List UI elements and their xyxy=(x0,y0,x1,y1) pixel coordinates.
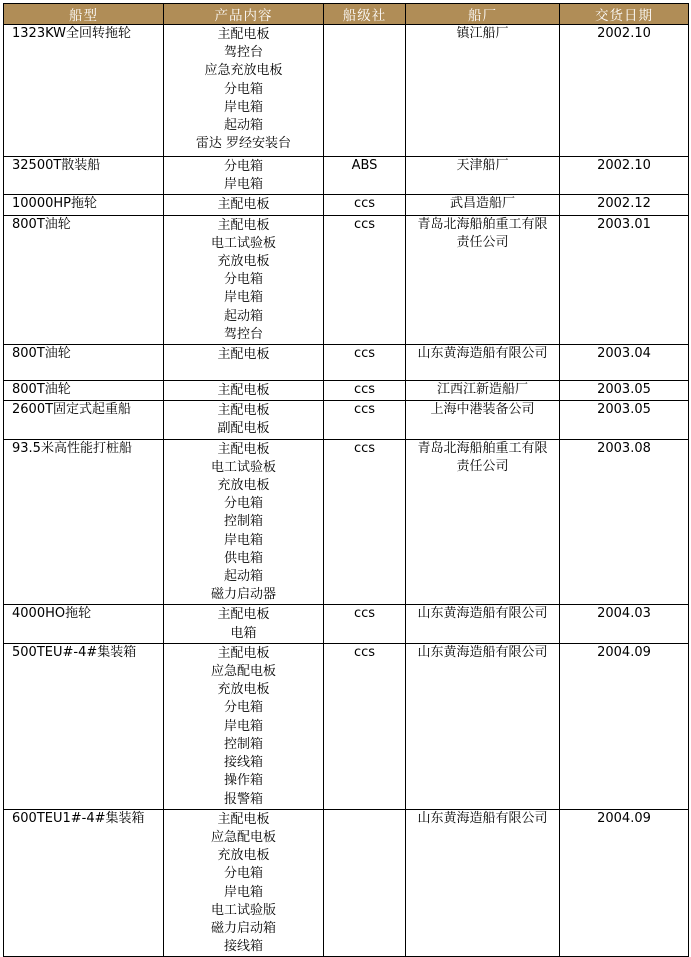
product-item: 操作箱 xyxy=(223,773,263,789)
product-item: 应急配电板 xyxy=(210,664,276,680)
header-products: 产品内容 xyxy=(164,4,324,25)
cell-class-society: ABS xyxy=(324,157,406,195)
cell-ship-type: 600TEU1#-4#集装箱 xyxy=(4,809,164,957)
product-item: 分电箱 xyxy=(223,81,263,97)
cell-products xyxy=(164,643,324,809)
cell-ship-type: 800T油轮 xyxy=(4,381,164,401)
product-item: 岸电箱 xyxy=(223,99,263,115)
cell-products xyxy=(164,195,324,215)
product-item: 充放电板 xyxy=(217,848,270,864)
cell-class-society xyxy=(324,25,406,157)
cell-class-society: ccs xyxy=(324,195,406,215)
product-item: 控制箱 xyxy=(223,736,263,752)
product-item: 主配电板 xyxy=(217,347,270,363)
product-item: 应急充放电板 xyxy=(204,63,283,79)
header-delivery-date: 交货日期 xyxy=(560,4,689,25)
product-item: 主配电板 xyxy=(217,197,270,213)
cell-delivery-date: 2002.10 xyxy=(560,157,689,195)
cell-shipyard: 上海中港装备公司 xyxy=(406,401,560,439)
product-item: 充放电板 xyxy=(217,254,270,270)
product-item: 供电箱 xyxy=(223,550,263,566)
product-item: 分电箱 xyxy=(223,700,263,716)
cell-class-society: ccs xyxy=(324,381,406,401)
product-item: 岸电箱 xyxy=(223,532,263,548)
cell-class-society: ccs xyxy=(324,439,406,605)
cell-delivery-date: 2002.12 xyxy=(560,195,689,215)
product-item: 分电箱 xyxy=(223,159,263,174)
header-class-society: 船级社 xyxy=(324,4,406,25)
cell-shipyard: 武昌造船厂 xyxy=(406,195,560,215)
table-row xyxy=(4,157,689,195)
cell-ship-type: 500TEU#-4#集装箱 xyxy=(4,643,164,809)
product-item: 分电箱 xyxy=(223,866,263,882)
table-row xyxy=(4,381,689,401)
cell-products xyxy=(164,381,324,401)
table-row xyxy=(4,345,689,381)
cell-class-society xyxy=(324,809,406,957)
product-item: 起动箱 xyxy=(223,308,263,324)
cell-products xyxy=(164,25,324,157)
table-body xyxy=(4,25,689,957)
cell-ship-type: 93.5米高性能打桩船 xyxy=(4,439,164,605)
cell-ship-type: 800T油轮 xyxy=(4,215,164,344)
table-row xyxy=(4,215,689,344)
cell-ship-type: 1323KW全回转拖轮 xyxy=(4,25,164,157)
product-item: 主配电板 xyxy=(217,607,270,623)
product-item: 分电箱 xyxy=(223,272,263,288)
product-item: 报警箱 xyxy=(223,791,263,807)
product-item: 岸电箱 xyxy=(223,177,263,193)
table-row xyxy=(4,25,689,157)
product-item: 岸电箱 xyxy=(223,718,263,734)
cell-shipyard: 江西江新造船厂 xyxy=(406,381,560,401)
cell-ship-type: 2600T固定式起重船 xyxy=(4,401,164,439)
cell-delivery-date: 2003.08 xyxy=(560,439,689,605)
cell-products xyxy=(164,439,324,605)
product-item: 主配电板 xyxy=(217,217,270,233)
product-item: 充放电板 xyxy=(217,478,270,494)
product-item: 接线箱 xyxy=(223,939,263,955)
product-item: 岸电箱 xyxy=(223,884,263,900)
cell-class-society: ccs xyxy=(324,401,406,439)
cell-class-society: ccs xyxy=(324,345,406,381)
product-item: 副配电板 xyxy=(217,421,270,437)
product-item: 分电箱 xyxy=(223,496,263,512)
cell-shipyard: 山东黄海造船有限公司 xyxy=(406,643,560,809)
cell-delivery-date: 2003.01 xyxy=(560,215,689,344)
cell-delivery-date: 2004.09 xyxy=(560,809,689,957)
product-item: 主配电板 xyxy=(217,383,270,399)
cell-products xyxy=(164,605,324,643)
cell-delivery-date: 2004.03 xyxy=(560,605,689,643)
product-item: 电工试验版 xyxy=(210,902,276,918)
product-item: 岸电箱 xyxy=(223,290,263,306)
cell-shipyard: 青岛北海船舶重工有限责任公司 xyxy=(406,215,560,344)
product-item: 雷达 罗经安装台 xyxy=(195,136,292,152)
table-header xyxy=(4,4,689,25)
vessel-delivery-table xyxy=(3,3,689,957)
table-row xyxy=(4,195,689,215)
product-item: 起动箱 xyxy=(223,118,263,134)
product-item: 接线箱 xyxy=(223,755,263,771)
cell-shipyard: 山东黄海造船有限公司 xyxy=(406,605,560,643)
product-item: 磁力启动器 xyxy=(210,587,276,603)
header-row xyxy=(4,4,689,25)
table-row xyxy=(4,605,689,643)
product-item: 主配电板 xyxy=(217,811,270,827)
product-item: 磁力启动箱 xyxy=(210,920,276,936)
table-row xyxy=(4,809,689,957)
cell-shipyard: 天津船厂 xyxy=(406,157,560,195)
cell-products xyxy=(164,809,324,957)
product-item: 主配电板 xyxy=(217,441,270,457)
cell-delivery-date: 2004.09 xyxy=(560,643,689,809)
table-row xyxy=(4,439,689,605)
cell-class-society: ccs xyxy=(324,643,406,809)
product-item: 应急配电板 xyxy=(210,829,276,845)
cell-delivery-date: 2003.05 xyxy=(560,381,689,401)
product-item: 充放电板 xyxy=(217,682,270,698)
cell-ship-type: 10000HP拖轮 xyxy=(4,195,164,215)
cell-products xyxy=(164,345,324,381)
product-item: 驾控台 xyxy=(223,326,263,342)
product-item: 电工试验板 xyxy=(210,235,276,251)
table-row xyxy=(4,643,689,809)
cell-products xyxy=(164,215,324,344)
product-item: 起动箱 xyxy=(223,569,263,585)
product-item: 电工试验板 xyxy=(210,459,276,475)
product-item: 主配电板 xyxy=(217,403,270,419)
cell-ship-type: 800T油轮 xyxy=(4,345,164,381)
cell-shipyard: 山东黄海造船有限公司 xyxy=(406,809,560,957)
cell-shipyard: 山东黄海造船有限公司 xyxy=(406,345,560,381)
cell-ship-type: 32500T散装船 xyxy=(4,157,164,195)
product-item: 控制箱 xyxy=(223,514,263,530)
cell-class-society: ccs xyxy=(324,215,406,344)
cell-shipyard: 青岛北海船舶重工有限责任公司 xyxy=(406,439,560,605)
cell-ship-type: 4000HO拖轮 xyxy=(4,605,164,643)
header-shipyard: 船厂 xyxy=(406,4,560,25)
table-row xyxy=(4,401,689,439)
product-item: 电箱 xyxy=(230,625,257,641)
cell-class-society: ccs xyxy=(324,605,406,643)
product-item: 主配电板 xyxy=(217,645,270,661)
product-item: 主配电板 xyxy=(217,27,270,42)
header-ship-type: 船型 xyxy=(4,4,164,25)
cell-shipyard: 镇江船厂 xyxy=(406,25,560,157)
cell-delivery-date: 2003.05 xyxy=(560,401,689,439)
cell-delivery-date: 2002.10 xyxy=(560,25,689,157)
cell-products xyxy=(164,401,324,439)
cell-products xyxy=(164,157,324,195)
product-item: 驾控台 xyxy=(223,45,263,61)
cell-delivery-date: 2003.04 xyxy=(560,345,689,381)
